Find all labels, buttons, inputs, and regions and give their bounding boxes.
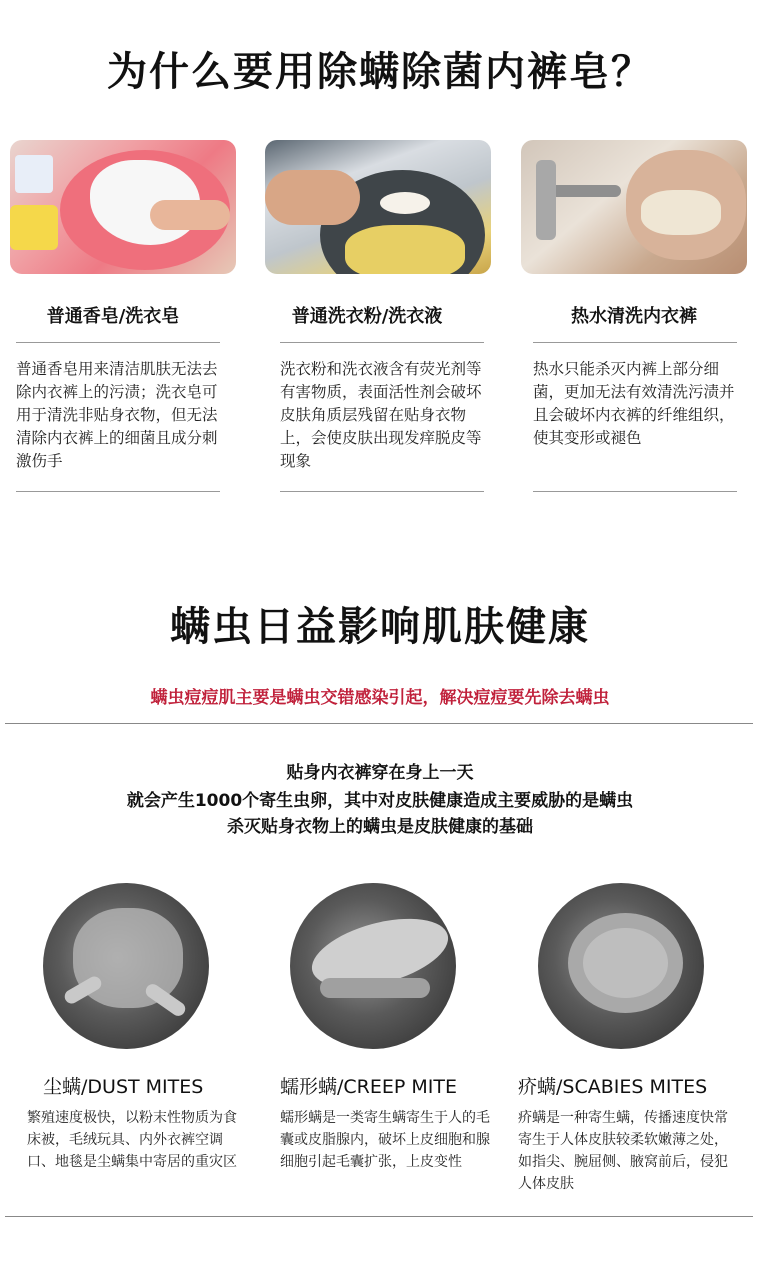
- hot-water-faucet-photo: [521, 140, 747, 274]
- info-line: 就会产生1000个寄生虫卵，其中对皮肤健康造成主要威胁的是螨虫: [126, 791, 634, 811]
- divider: [16, 342, 220, 343]
- divider: [280, 491, 484, 492]
- page-title: 为什么要用除螨除菌内裤皂？: [107, 49, 653, 95]
- divider: [16, 491, 220, 492]
- divider: [533, 342, 737, 343]
- scabies-mite-micrograph: [538, 883, 704, 1049]
- method-label-hot-water: 热水清洗内衣裤: [571, 306, 697, 327]
- method-desc-detergent: 洗衣粉和洗衣液含有荧光剂等有害物质，表面活性剂会破坏皮肤角质层残留在贴身衣物上，会使皮肤出现发痒脱皮等现象: [280, 360, 482, 470]
- mite-name-dust: 尘螨/DUST MITES: [43, 1076, 204, 1098]
- divider: [533, 491, 737, 492]
- hand-washing-basin-photo: [10, 140, 236, 274]
- section-subtitle: 螨虫痘痘肌主要是螨虫交错感染引起，解决痘痘要先除去螨虫: [150, 688, 610, 708]
- creep-mite-micrograph: [290, 883, 456, 1049]
- washing-machine-powder-photo: [265, 140, 491, 274]
- mite-name-creep: 蠕形螨/CREEP MITE: [280, 1076, 457, 1098]
- mite-desc-creep: 蠕形螨是一类寄生螨寄生于人的毛囊或皮脂腺内，破坏上皮细胞和腺细胞引起毛囊扩张，上皮变性: [280, 1110, 490, 1170]
- method-desc-soap: 普通香皂用来清洁肌肤无法去除内衣裤上的污渍；洗衣皂可用于清洗非贴身衣物，但无法清除内衣裤上的细菌且成分刺激伤手: [16, 360, 218, 470]
- section-title: 螨虫日益影响肌肤健康: [170, 604, 590, 650]
- info-line: 杀灭贴身衣物上的螨虫是皮肤健康的基础: [227, 817, 533, 837]
- method-label-soap: 普通香皂/洗衣皂: [46, 306, 180, 327]
- mite-desc-scabies: 疥螨是一种寄生螨，传播速度快常寄生于人体皮肤较柔软嫩薄之处，如指尖、腕屈侧、腋窝前后，侵犯人体皮肤: [518, 1110, 728, 1192]
- info-line: 贴身内衣裤穿在身上一天: [286, 763, 474, 783]
- divider: [280, 342, 484, 343]
- divider: [5, 723, 753, 724]
- method-desc-hot-water: 热水只能杀灭内裤上部分细菌，更加无法有效清洗污渍并且会破坏内衣裤的纤维组织，使其变形或褪色: [533, 360, 735, 447]
- method-label-detergent: 普通洗衣粉/洗衣液: [291, 306, 443, 327]
- mite-desc-dust: 繁殖速度极快，以粉末性物质为食床被，毛绒玩具、内外衣裤空调口、地毯是尘螨集中寄居的重灾区: [27, 1110, 237, 1170]
- dust-mite-micrograph: [43, 883, 209, 1049]
- mite-name-scabies: 疥螨/SCABIES MITES: [518, 1076, 708, 1098]
- divider: [5, 1216, 753, 1217]
